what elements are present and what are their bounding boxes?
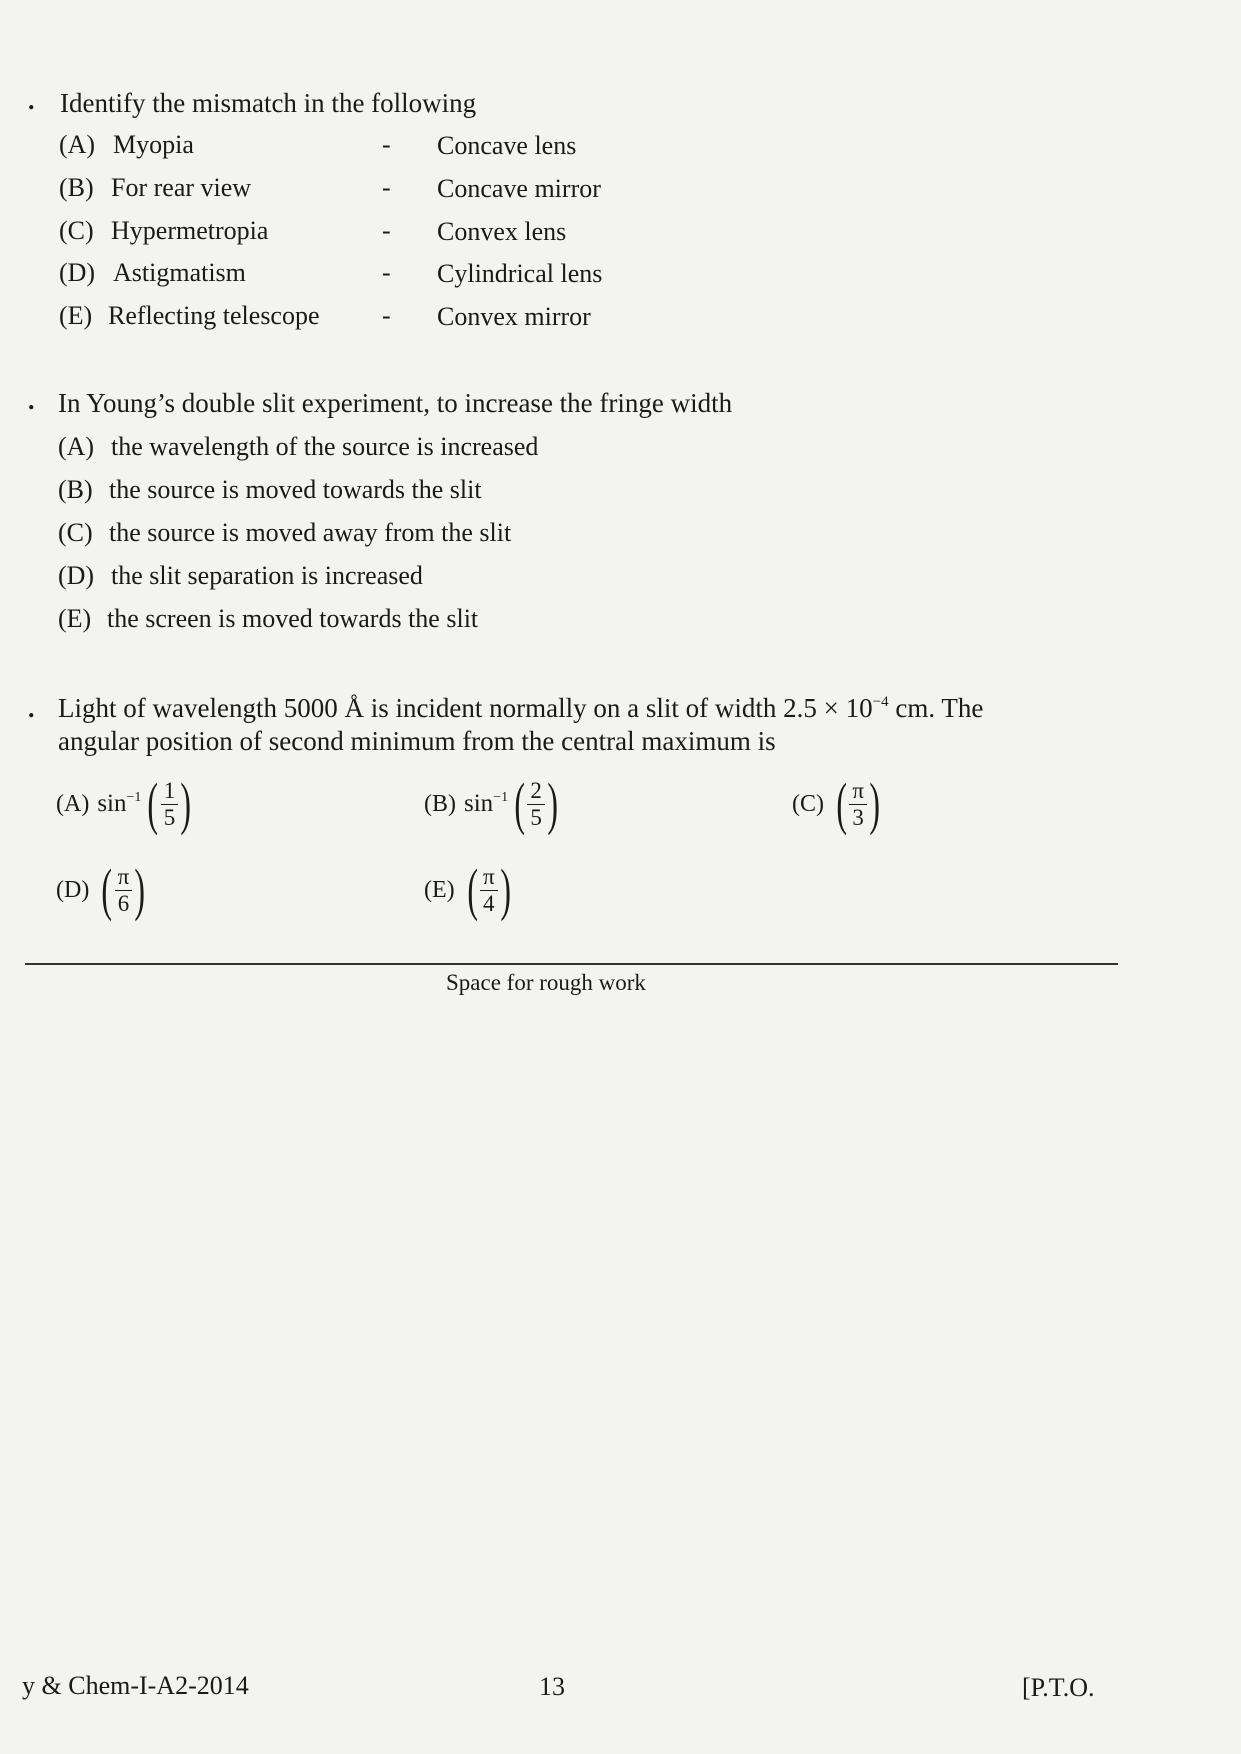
option-text: the wavelength of the source is increased xyxy=(111,432,539,461)
option-label: (B) xyxy=(58,475,93,504)
match-dash: - xyxy=(382,301,391,330)
rough-work-caption: Space for rough work xyxy=(446,970,646,995)
option-label: (A) xyxy=(56,790,90,817)
left-paren: ( xyxy=(147,771,159,836)
left-paren: ( xyxy=(514,771,526,836)
numerator: π xyxy=(849,778,867,805)
right-paren: ) xyxy=(180,771,192,836)
question-stem-line2: angular position of second minimum from the central maximum is xyxy=(58,726,776,756)
option-label: (C) xyxy=(792,790,824,817)
match-right: Concave mirror xyxy=(437,174,601,203)
question-stem: Light of wavelength 5000 Å is incident normally on a slit of width $2.5 \times 10^{-4}$ cm. The xyxy=(58,693,984,723)
match-left: Myopia xyxy=(113,130,194,159)
match-dash: - xyxy=(382,216,391,245)
option-label: (C) xyxy=(59,216,94,245)
option-label: (A) xyxy=(59,130,96,159)
denominator: 6 xyxy=(117,890,130,916)
function-name: $\sin^{-1}$ xyxy=(464,790,509,817)
option-label: (B) xyxy=(59,173,94,202)
denominator: 5 xyxy=(530,804,542,830)
option-b xyxy=(424,769,562,839)
option-label: (E) xyxy=(58,604,92,633)
option-label: (E) xyxy=(424,876,455,903)
match-dash: - xyxy=(382,258,391,287)
option-text: the slit separation is increased xyxy=(111,561,423,590)
right-paren: ) xyxy=(134,857,146,922)
match-dash: - xyxy=(382,173,391,202)
match-right: Convex mirror xyxy=(437,302,591,331)
page-number: 13 xyxy=(539,1672,565,1701)
option-label: (A) xyxy=(58,432,95,461)
match-right: Convex lens xyxy=(437,217,567,246)
fraction xyxy=(115,864,133,917)
option-c xyxy=(792,769,884,839)
fraction xyxy=(527,778,545,831)
pto-marker: [P.T.O. xyxy=(1022,1673,1095,1702)
question-bullet: . xyxy=(28,694,35,723)
denominator: 4 xyxy=(483,890,495,916)
match-right: Concave lens xyxy=(437,131,577,160)
match-left: Hypermetropia xyxy=(111,216,269,245)
option-text: the screen is moved towards the slit xyxy=(107,604,479,633)
numerator: 1 xyxy=(161,778,179,805)
left-paren: ( xyxy=(101,857,113,922)
right-paren: ) xyxy=(547,771,558,836)
paper-code: y & Chem-I-A2-2014 xyxy=(22,1671,249,1700)
question-bullet: . xyxy=(28,386,35,415)
match-right: Cylindrical lens xyxy=(437,259,603,288)
option-label: (E) xyxy=(59,301,93,330)
fraction xyxy=(480,864,498,917)
denominator: 5 xyxy=(163,804,176,830)
numerator: π xyxy=(480,864,498,891)
option-label: (D) xyxy=(58,561,95,590)
option-text: the source is moved away from the slit xyxy=(109,518,512,547)
denominator: 3 xyxy=(852,804,864,830)
fraction xyxy=(849,778,867,831)
left-paren: ( xyxy=(836,771,847,836)
question-bullet: . xyxy=(28,86,35,115)
question-stem: Identify the mismatch in the following xyxy=(60,88,477,118)
match-left: Reflecting telescope xyxy=(108,301,320,330)
option-a xyxy=(56,769,196,839)
option-d xyxy=(56,855,150,925)
function-name: $\sin^{-1}$ xyxy=(97,790,142,817)
match-left: Astigmatism xyxy=(113,258,246,287)
numerator: 2 xyxy=(527,778,545,805)
right-paren: ) xyxy=(869,771,880,836)
question-stem: In Young’s double slit experiment, to increase the fringe width xyxy=(58,388,733,418)
option-e xyxy=(424,855,515,925)
right-paren: ) xyxy=(499,857,511,922)
option-text: the source is moved towards the slit xyxy=(109,475,482,504)
fraction xyxy=(161,778,179,831)
left-paren: ( xyxy=(467,857,478,922)
option-label: (D) xyxy=(56,876,90,903)
option-label: (D) xyxy=(59,258,96,287)
option-label: (C) xyxy=(58,518,93,547)
match-left: For rear view xyxy=(111,173,252,202)
match-dash: - xyxy=(382,130,391,159)
option-label: (B) xyxy=(424,790,456,817)
rough-work-divider xyxy=(25,963,1118,965)
numerator: π xyxy=(115,864,133,891)
